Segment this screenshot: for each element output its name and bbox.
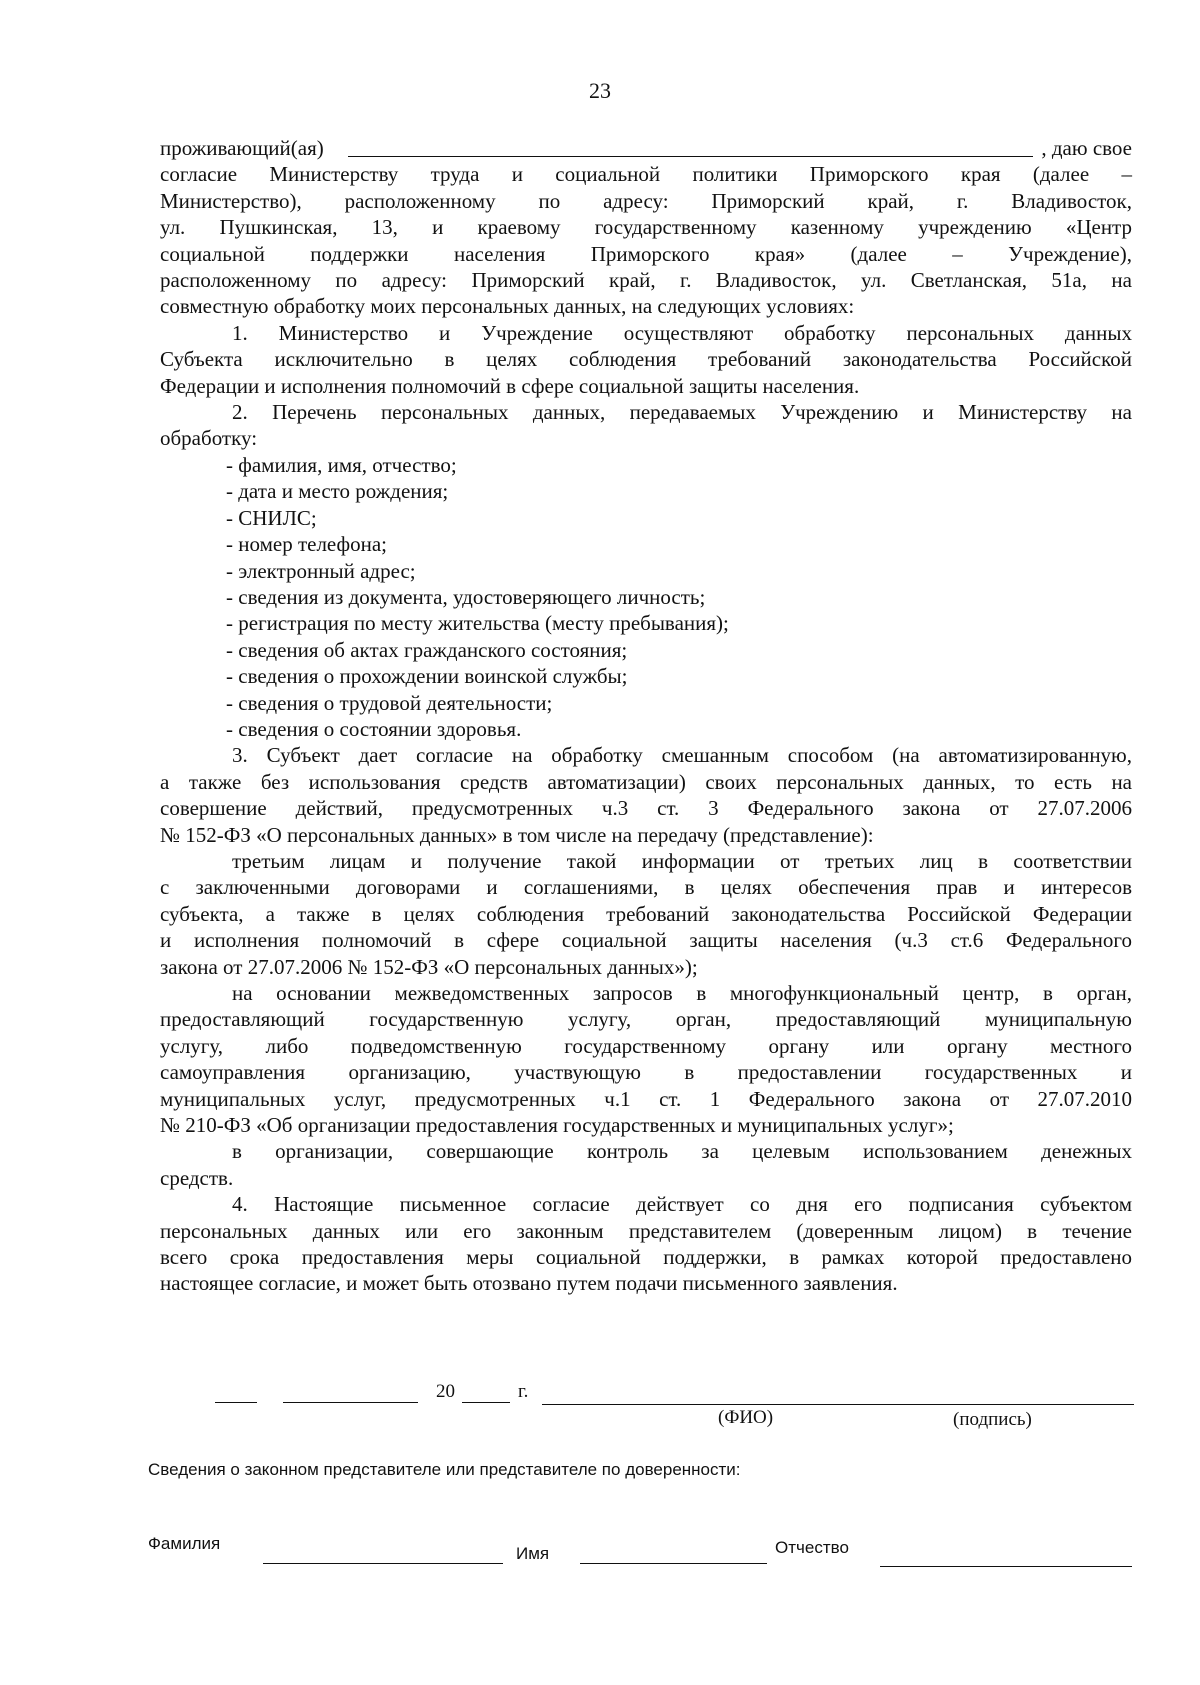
third-parties-line: субъекта, а также в целях соблюдения требований законодательства Российской Федерации — [160, 901, 1132, 926]
date-year-blank[interactable] — [462, 1402, 510, 1403]
year-suffix: г. — [518, 1381, 529, 1402]
clause-3-line: № 152-ФЗ «О персональных данных» в том числе на передачу (представление): — [160, 822, 874, 847]
data-list-item: - сведения о состоянии здоровья. — [226, 716, 522, 741]
third-parties-line: и исполнения полномочий в сфере социальной защиты населения (ч.3 ст.6 Федерального — [160, 928, 1132, 953]
date-month-blank[interactable] — [283, 1402, 418, 1403]
interdept-line: предоставляющий государственную услугу, орган, предоставляющий муниципальную — [160, 1007, 1132, 1032]
third-parties-line: закона от 27.07.2006 № 152-ФЗ «О персональных данных»); — [160, 954, 698, 979]
intro-first-line — [160, 135, 1132, 161]
interdept-line: самоуправления организацию, участвующую в предоставлении государственных и — [160, 1060, 1132, 1085]
patronymic-label: Отчество — [775, 1538, 849, 1557]
clause-4-line: 4. Настоящие письменное согласие действует со дня его подписания субъектом — [232, 1192, 1132, 1217]
data-list-item: - фамилия, имя, отчество; — [226, 452, 457, 477]
data-list-item: - регистрация по месту жительства (месту пребывания); — [226, 611, 729, 636]
clause-1-line: Субъекта исключительно в целях соблюдения требований законодательства Российской — [160, 347, 1132, 372]
control-line: в организации, совершающие контроль за целевым использованием денежных — [232, 1139, 1132, 1164]
surname-label: Фамилия — [148, 1534, 221, 1553]
document-body — [160, 135, 1132, 1297]
interdept-line: на основании межведомственных запросов в многофункциональный центр, в орган, — [232, 981, 1132, 1005]
intro-line: ул. Пушкинская, 13, и краевому государственному казенному учреждению «Центр — [160, 215, 1132, 240]
intro-line: социальной поддержки населения Приморского края» (далее – Учреждение), — [160, 241, 1132, 266]
third-parties-line: третьим лицам и получение такой информации от третьих лиц в соответствии — [232, 848, 1132, 873]
surname-field[interactable] — [263, 1563, 503, 1564]
data-list-item: - электронный адрес; — [226, 558, 416, 583]
fio-signature-line[interactable] — [542, 1404, 1134, 1405]
clause-3-line: 3. Субъект дает согласие на обработку смешанным способом (на автоматизированную, — [232, 743, 1132, 768]
intro-line: Министерство), расположенному по адресу: Приморский край, г. Владивосток, — [160, 188, 1132, 213]
name-field[interactable] — [580, 1563, 767, 1564]
intro-line: расположенному по адресу: Приморский край, г. Владивосток, ул. Светланская, 51а, на — [160, 268, 1132, 293]
intro-line: совместную обработку моих персональных данных, на следующих условиях: — [160, 294, 855, 319]
data-list-item: - дата и место рождения; — [226, 479, 449, 504]
clause-4-line: настоящее согласие, и может быть отозвано путем подачи письменного заявления. — [160, 1271, 898, 1296]
fio-caption: (ФИО) — [718, 1407, 774, 1428]
interdept-line: муниципальных услуг, предусмотренных ч.1 ст. 1 Федерального закона от 27.07.2010 — [160, 1086, 1132, 1111]
clause-3-line: а также без использования средств автоматизации) своих персональных данных, то есть на — [160, 769, 1132, 794]
clause-2-line: обработку: — [160, 426, 258, 451]
intro-first-word: проживающий(ая) — [160, 136, 324, 160]
date-day-blank[interactable] — [215, 1402, 257, 1403]
name-label: Имя — [516, 1544, 550, 1563]
clause-1-line: 1. Министерство и Учреждение осуществляют обработку персональных данных — [232, 320, 1132, 345]
patronymic-field[interactable] — [880, 1566, 1132, 1567]
representative-heading: Сведения о законном представителе или представителе по доверенности: — [148, 1460, 741, 1479]
data-list-item: - сведения о прохождении воинской службы; — [226, 664, 628, 689]
clause-4-line: персональных данных или его законным представителем (доверенным лицом) в течение — [160, 1218, 1132, 1243]
page-number: 23 — [589, 78, 611, 103]
clause-4-line: всего срока предоставления меры социальной поддержки, в рамках которой предоставлено — [160, 1245, 1132, 1270]
data-list-item: - сведения из документа, удостоверяющего личность; — [226, 584, 706, 609]
signature-caption: (подпись) — [953, 1409, 1032, 1430]
third-parties-line: с заключенными договорами и соглашениями, в целях обеспечения прав и интересов — [160, 875, 1132, 900]
clause-1-line: Федерации и исполнения полномочий в сфере социальной защиты населения. — [160, 373, 860, 398]
data-list-item: - СНИЛС; — [226, 505, 317, 530]
control-line: средств. — [160, 1165, 234, 1190]
residence-blank-line[interactable] — [348, 135, 1034, 157]
intro-after-blank: , даю свое — [1041, 136, 1132, 160]
intro-line: согласие Министерству труда и социальной политики Приморского края (далее – — [160, 162, 1132, 187]
data-list-item: - сведения о трудовой деятельности; — [226, 690, 553, 715]
clause-2-line: 2. Перечень персональных данных, передаваемых Учреждению и Министерству на — [232, 400, 1132, 425]
interdept-line: услугу, либо подведомственную государственному органу или органу местного — [160, 1033, 1132, 1058]
data-list-item: - номер телефона; — [226, 532, 387, 557]
interdept-line: № 210-ФЗ «Об организации предоставления государственных и муниципальных услуг»; — [160, 1113, 954, 1138]
year-prefix: 20 — [436, 1381, 455, 1402]
clause-3-line: совершение действий, предусмотренных ч.3 ст. 3 Федерального закона от 27.07.2006 — [160, 796, 1132, 821]
data-list-item: - сведения об актах гражданского состояния; — [226, 637, 628, 662]
